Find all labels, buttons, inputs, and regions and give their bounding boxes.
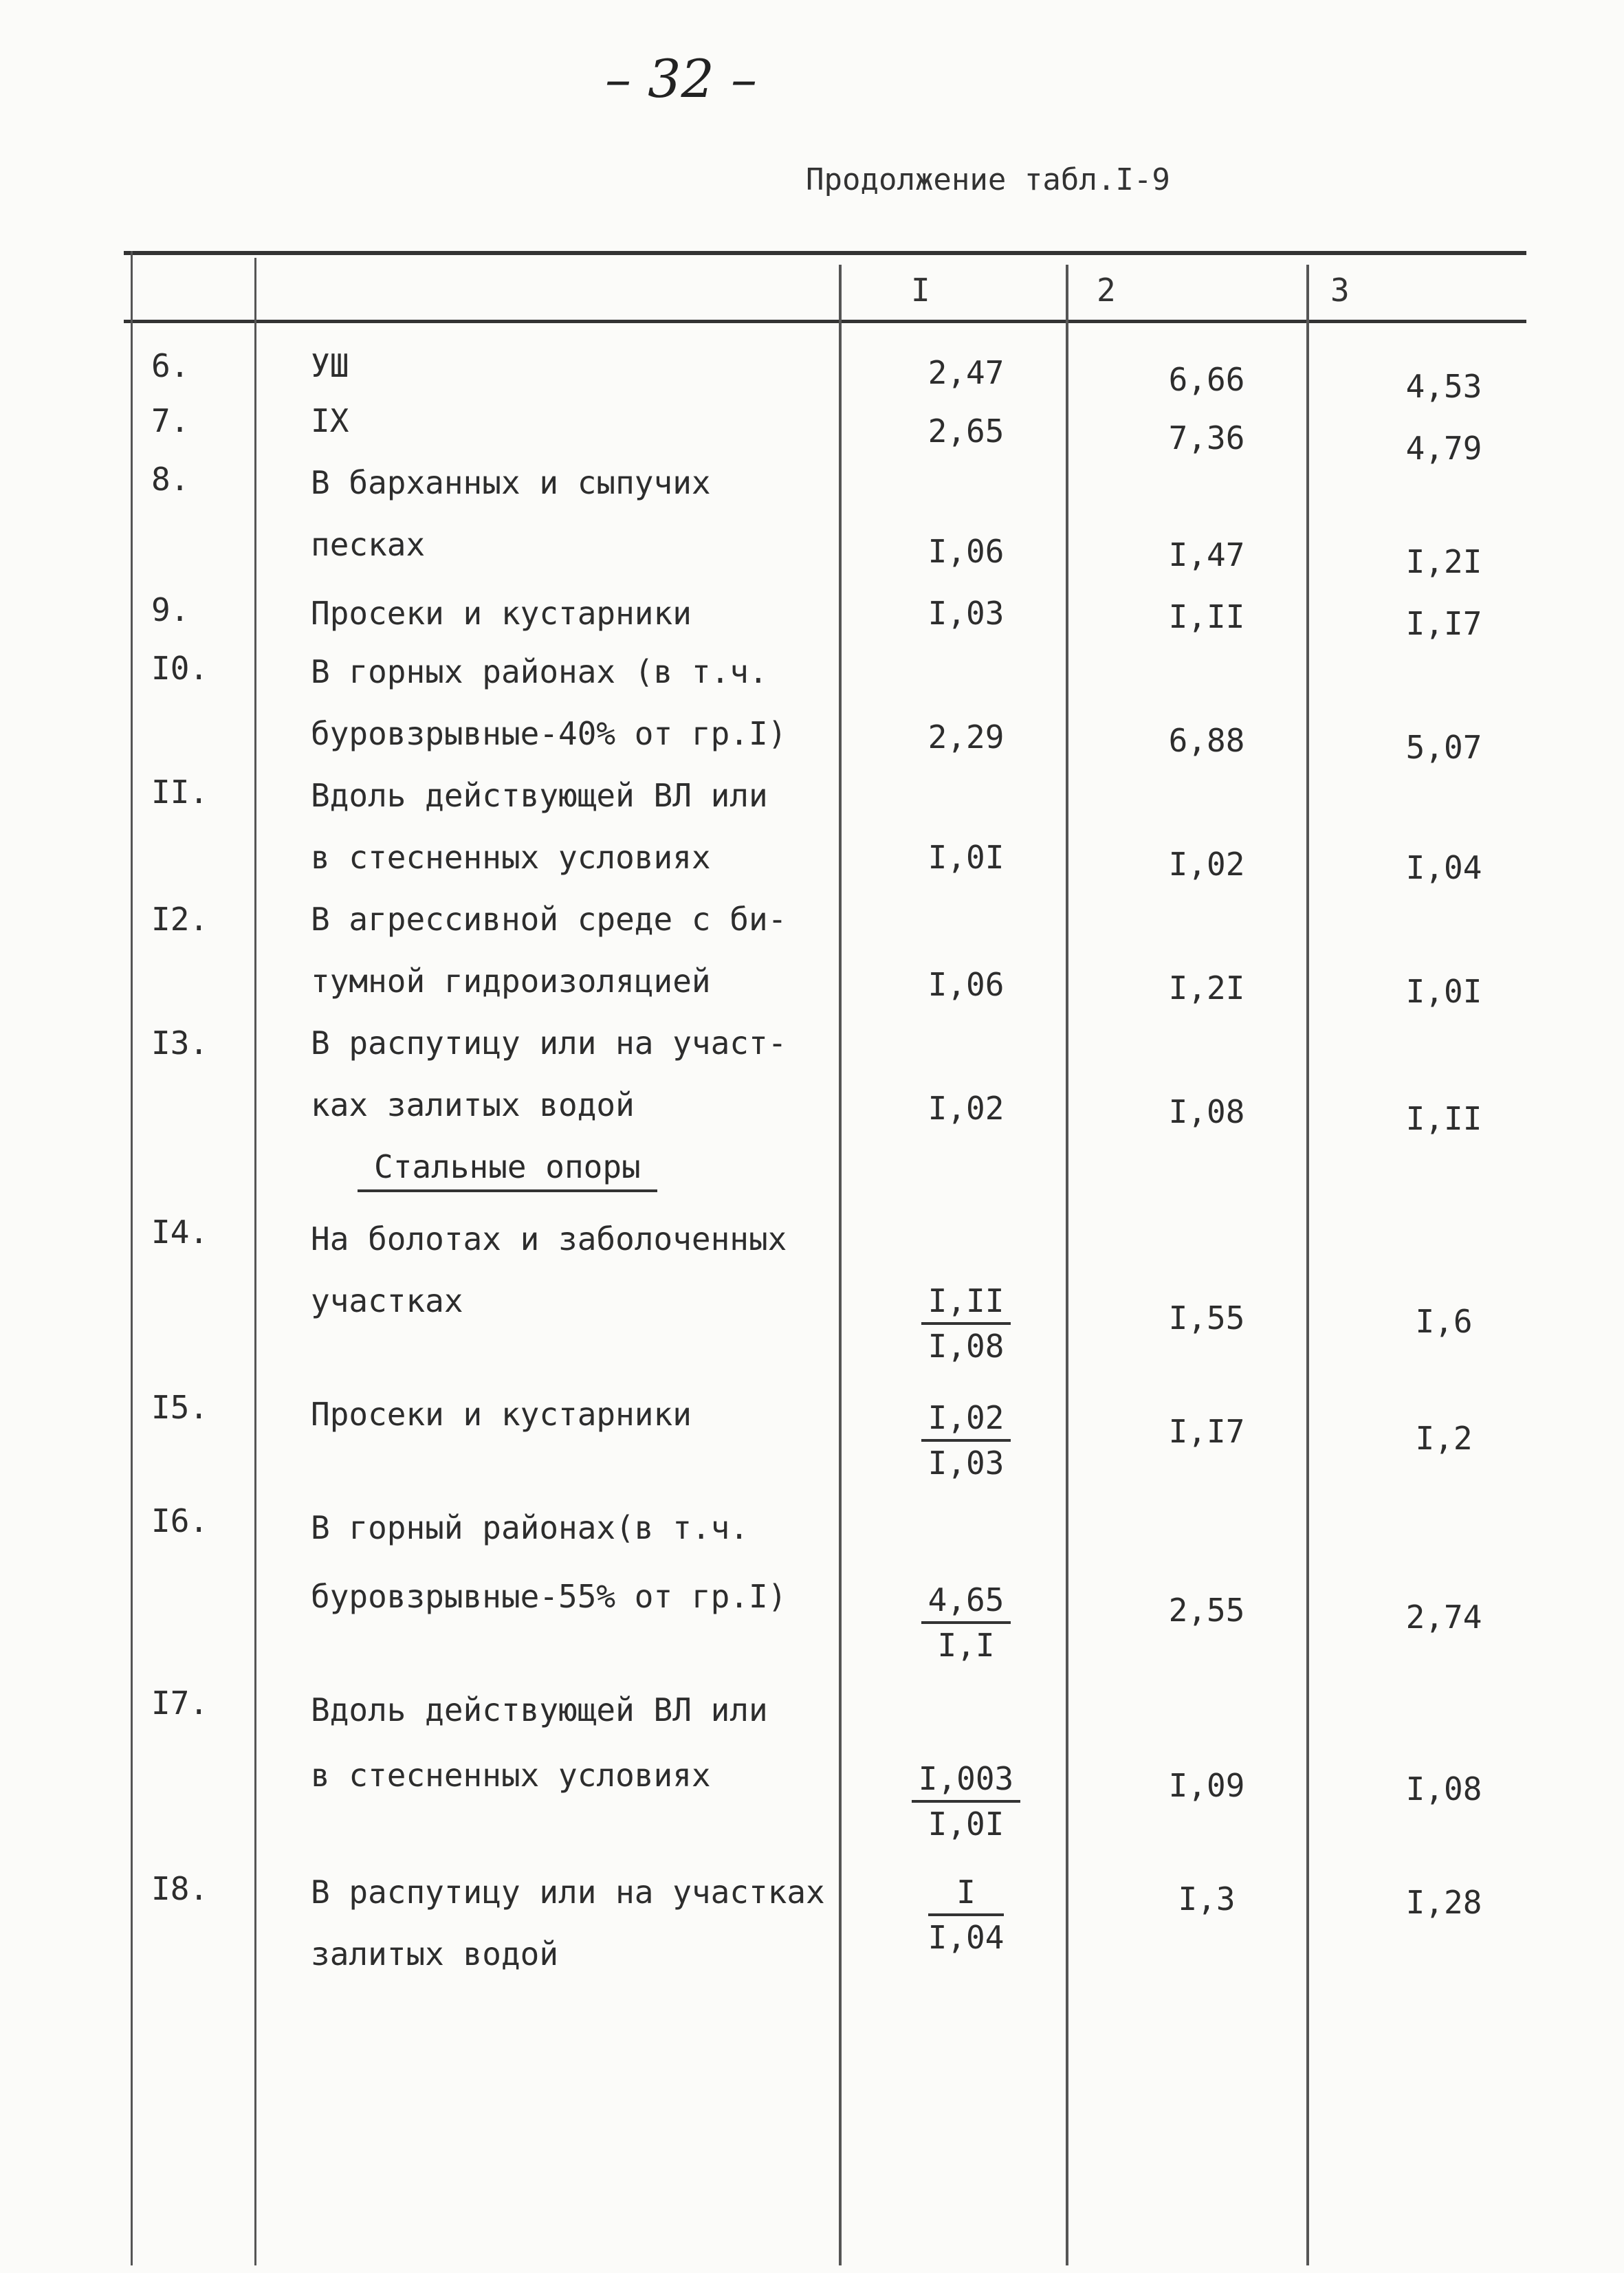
- value-col2: 6,66: [1168, 361, 1245, 398]
- value-col3: I,2I: [1405, 543, 1482, 580]
- fraction-denominator: I,0I: [928, 1805, 1005, 1843]
- section-title: Стальные опоры: [358, 1148, 657, 1192]
- value-col1: I,06: [928, 533, 1005, 570]
- col-header-2: 2: [1097, 272, 1116, 309]
- data-table: [131, 244, 1519, 2265]
- row-label-line2: буровзрывные-40% от гр.I): [311, 715, 787, 752]
- row-number: I8.: [151, 1870, 209, 1907]
- row-label-line2: песках: [311, 526, 426, 563]
- value-col3: I,04: [1405, 849, 1482, 886]
- value-col3: 4,79: [1405, 430, 1482, 467]
- row-number: 9.: [151, 591, 190, 628]
- row-label: В распутицу или на участках: [311, 1874, 825, 1911]
- fraction-denominator: I,08: [928, 1328, 1005, 1365]
- row-label: Вдоль действующей ВЛ или: [311, 1691, 768, 1728]
- value-col3: I,08: [1405, 1770, 1482, 1808]
- row-label: В горный районах(в т.ч.: [311, 1509, 749, 1546]
- row-number: I2.: [151, 901, 209, 938]
- value-col3: I,2: [1415, 1420, 1473, 1457]
- fraction-col1: [839, 1399, 1093, 1482]
- value-col1: I,02: [928, 1090, 1005, 1127]
- col-header-3: 3: [1330, 272, 1350, 309]
- value-col2: I,02: [1168, 846, 1245, 883]
- fraction-col1: [839, 1282, 1093, 1365]
- row-label: В распутицу или на участ-: [311, 1024, 787, 1062]
- row-label-line2: ках залитых водой: [311, 1086, 635, 1123]
- row-label: УШ: [311, 347, 349, 384]
- table-caption: Продолжение табл.I-9: [806, 162, 1170, 197]
- row-number: I6.: [151, 1502, 209, 1539]
- row-label: В агрессивной среде с би-: [311, 901, 787, 938]
- value-col3: 2,74: [1405, 1599, 1482, 1636]
- value-col3: I,6: [1415, 1303, 1473, 1340]
- row-number: I4.: [151, 1214, 209, 1251]
- value-col2: I,I7: [1168, 1413, 1245, 1450]
- row-number: 6.: [151, 347, 190, 384]
- fraction-numerator: I,02: [921, 1399, 1011, 1442]
- fraction-denominator: I,03: [928, 1445, 1005, 1482]
- value-col2: I,II: [1168, 598, 1245, 635]
- row-label-line2: участках: [311, 1282, 463, 1319]
- row-label: Просеки и кустарники: [311, 1396, 692, 1433]
- table-left-border: [131, 251, 133, 2265]
- row-label-line2: в стесненных условиях: [311, 839, 711, 876]
- value-col2: 7,36: [1168, 419, 1245, 457]
- value-col3: 4,53: [1405, 368, 1482, 405]
- row-number: II.: [151, 773, 209, 811]
- value-col1: I,0I: [928, 839, 1005, 876]
- value-col2: I,3: [1178, 1880, 1236, 1918]
- value-col1: 2,47: [928, 354, 1005, 391]
- value-col2: I,08: [1168, 1093, 1245, 1130]
- value-col1: 2,29: [928, 718, 1005, 756]
- fraction-col1: [839, 1760, 1093, 1843]
- fraction-denominator: I,04: [928, 1919, 1005, 1956]
- row-label-line2: залитых водой: [311, 1935, 559, 1973]
- row-number: I3.: [151, 1024, 209, 1062]
- row-number: I5.: [151, 1389, 209, 1426]
- row-label-line2: буровзрывные-55% от гр.I): [311, 1578, 787, 1615]
- fraction-numerator: 4,65: [921, 1581, 1011, 1624]
- row-label: На болотах и заболоченных: [311, 1220, 787, 1258]
- value-col2: I,2I: [1168, 969, 1245, 1007]
- value-col3: I,28: [1405, 1884, 1482, 1921]
- page-number: – 32 –: [605, 48, 758, 109]
- value-col1: I,03: [928, 595, 1005, 632]
- table-num-divider: [254, 258, 256, 2265]
- col-header-1: I: [911, 272, 930, 309]
- fraction-col1: [839, 1874, 1093, 1956]
- row-label: IX: [311, 402, 349, 439]
- value-col2: 2,55: [1168, 1592, 1245, 1629]
- row-number: 7.: [151, 402, 190, 439]
- value-col3: I,0I: [1405, 973, 1482, 1010]
- table-top-rule: [124, 251, 1526, 255]
- value-col3: 5,07: [1405, 729, 1482, 766]
- fraction-numerator: I: [928, 1874, 1005, 1916]
- table-header-rule: [124, 320, 1526, 323]
- value-col3: I,II: [1405, 1100, 1482, 1137]
- fraction-denominator: I,I: [937, 1627, 995, 1664]
- row-number: 8.: [151, 461, 190, 498]
- row-label: Вдоль действующей ВЛ или: [311, 777, 768, 814]
- row-label: Просеки и кустарники: [311, 595, 692, 632]
- row-label-line2: в стесненных условиях: [311, 1757, 711, 1794]
- fraction-numerator: I,003: [912, 1760, 1020, 1803]
- row-label-line2: тумной гидроизоляцией: [311, 963, 711, 1000]
- value-col3: I,I7: [1405, 605, 1482, 642]
- value-col2: 6,88: [1168, 722, 1245, 759]
- value-col2: I,55: [1168, 1299, 1245, 1337]
- value-col1: I,06: [928, 966, 1005, 1003]
- fraction-col1: [839, 1581, 1093, 1664]
- value-col1: 2,65: [928, 413, 1005, 450]
- value-col2: I,09: [1168, 1767, 1245, 1804]
- row-label: В горных районах (в т.ч.: [311, 653, 768, 690]
- row-label: В барханных и сыпучих: [311, 464, 711, 501]
- fraction-numerator: I,II: [921, 1282, 1011, 1325]
- row-number: I7.: [151, 1684, 209, 1722]
- row-number: I0.: [151, 650, 209, 687]
- value-col2: I,47: [1168, 536, 1245, 573]
